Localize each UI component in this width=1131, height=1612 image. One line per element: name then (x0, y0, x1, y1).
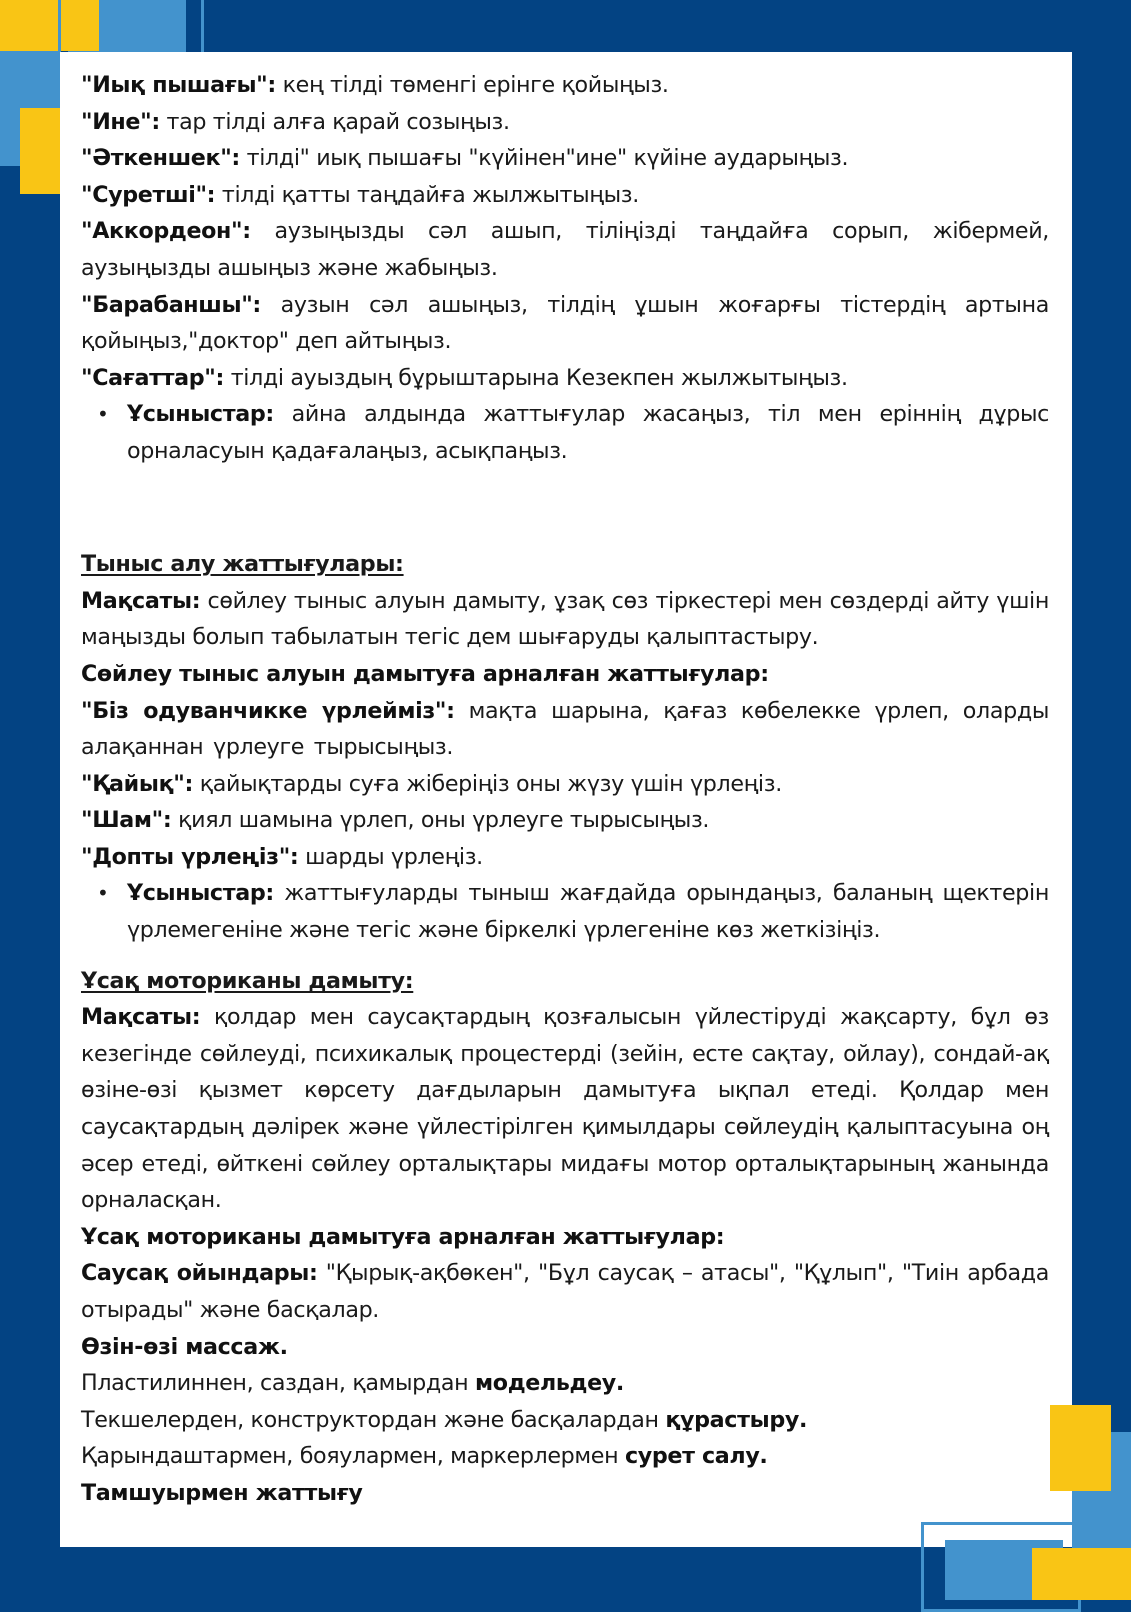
drawing-text: Қарындаштармен, бояулармен, маркерлермен (81, 1443, 625, 1470)
spacer (81, 470, 1049, 507)
breathing-section (81, 546, 1049, 949)
exercise-item (81, 140, 1049, 177)
exercise-term: "Аккордеон": (81, 218, 251, 245)
bullet-icon: • (97, 402, 109, 427)
exercise-term: "Барабаншы": (81, 291, 261, 318)
recommendation-text: айна алдында жаттығулар жасаңыз, тіл мен еріннің дұрыс орналасуын қадағалаңыз, асықпаңыз. (127, 401, 1049, 464)
exercise-item (81, 693, 1049, 766)
section-heading: Ұсақ моториканы дамыту: (81, 967, 414, 994)
exercise-item (81, 839, 1049, 876)
exercise-item (81, 104, 1049, 141)
recommendations-list (81, 875, 1049, 948)
exercises-heading: Сөйлеу тыныс алуын дамытуға арналған жаттығулар: (81, 660, 769, 687)
goal-text: сөйлеу тыныс алуын дамыту, ұзақ сөз тіркестері мен сөздерді айту үшін маңызды болып табылатын тегіс дем шығаруды қалыптастыру. (81, 587, 1049, 651)
recommendation-item (97, 396, 1049, 469)
exercise-item (81, 766, 1049, 803)
exercise-term: "Иық пышағы": (81, 72, 276, 98)
building-label: құрастыру. (665, 1406, 808, 1433)
modeling-text: Пластилиннен, саздан, қамырдан (81, 1370, 476, 1397)
goal-paragraph (81, 583, 1049, 656)
exercise-text: кең тілді төменгі ерінге қойыңыз. (275, 72, 669, 98)
exercise-item (81, 287, 1049, 360)
exercise-text: шарды үрлеңіз. (298, 843, 483, 870)
drawing-label: сурет салу. (624, 1443, 768, 1470)
building-item (81, 1402, 1049, 1439)
decor-square-yellow-br (1050, 1405, 1111, 1491)
recommendation-label: Ұсыныстар: (127, 401, 274, 428)
goal-label: Мақсаты: (81, 1004, 201, 1031)
exercise-item (81, 177, 1049, 214)
exercise-term: "Қайық": (81, 770, 194, 797)
goal-label: Мақсаты: (81, 587, 201, 614)
exercise-term: "Әткеншек": (81, 145, 240, 172)
fine-motor-section (81, 963, 1049, 1512)
modeling-label: модельдеу. (475, 1370, 625, 1397)
exercise-item (81, 67, 1049, 104)
exercise-text: аузын сәл ашыңыз, тілдің ұшын жоғарғы тістердің артына қойыңыз,"доктор" деп айтыңыз. (81, 291, 1049, 355)
exercise-text: тілді ауыздың бұрыштарына Кезекпен жылжытыңыз. (224, 364, 848, 391)
articulation-section (81, 67, 1049, 470)
exercise-term: "Допты үрлеңіз": (81, 843, 299, 870)
building-text: Текшелерден, конструктордан және басқалардан (81, 1406, 666, 1433)
spacer (81, 949, 1049, 963)
pipette-exercise: Тамшуырмен жаттығу (81, 1479, 363, 1506)
exercise-text: тілді қатты таңдайға жылжытыңыз. (215, 181, 639, 208)
bullet-icon: • (97, 881, 109, 906)
exercise-text: аузыңызды сәл ашып, тіліңізді таңдайға сорып, жібермей, аузыңызды ашыңыз және жабыңыз. (81, 218, 1049, 281)
exercises-heading: Ұсақ моториканы дамытуға арналған жаттығулар: (81, 1223, 725, 1250)
drawing-item (81, 1438, 1049, 1475)
recommendation-label: Ұсыныстар: (127, 880, 274, 907)
exercise-item (81, 802, 1049, 839)
spacer (81, 506, 1049, 546)
goal-text: қолдар мен саусақтардың қозғалысын үйлестіруді жақсарту, бұл өз кезегінде сөйлеуді, психикалық процестерді (зейін, есте сақтау, ойлау), сондай-ақ өзіне-өзі қызмет көрсету дағдыларын дамытуға ықпал етеді. Қолдар мен саусақтардың дәлірек және үйлестірілген қимылдары сөйлеудің қалыптасуына оң әсер етеді, өйткені сөйлеу орталықтары мидағы мотор орталықтарының жанында орналасқан. (81, 1004, 1049, 1214)
goal-paragraph (81, 999, 1049, 1219)
exercise-text: тілді" иық пышағы "күйінен"ине" күйіне аударыңыз. (239, 145, 849, 172)
exercise-term: "Біз одуванчикке үрлейміз": (81, 697, 455, 724)
exercise-term: "Сағаттар": (81, 364, 224, 391)
exercise-text: тар тілді алға қарай созыңыз. (159, 108, 510, 135)
document-body (81, 67, 1049, 1512)
recommendations-list (81, 396, 1049, 469)
finger-games (81, 1255, 1049, 1328)
exercise-text: қайықтарды суға жіберіңіз оны жүзу үшін үрлеңіз. (193, 770, 782, 797)
exercise-term: "Ине": (81, 108, 160, 135)
exercise-item (81, 213, 1049, 286)
self-massage: Өзін-өзі массаж. (81, 1333, 288, 1360)
section-heading: Тыныс алу жаттығулары: (81, 551, 404, 578)
exercise-item (81, 360, 1049, 397)
exercise-text: қиял шамына үрлеп, оны үрлеуге тырысыңыз. (171, 807, 710, 834)
recommendation-item (97, 875, 1049, 948)
finger-games-text: "Қырық-ақбөкен", "Бұл саусақ – атасы", "Құлып", "Тиін арбада отырады" және басқалар. (81, 1260, 1050, 1323)
exercise-term: "Шам": (81, 807, 172, 834)
decor-square-yellow-br-2 (1032, 1548, 1131, 1600)
recommendation-text: жаттығуларды тыныш жағдайда орындаңыз, баланың щектерін үрлемегеніне және тегіс және біркелкі үрлегеніне көз жеткізіңіз. (127, 880, 1049, 944)
modeling-item (81, 1365, 1049, 1402)
finger-games-label: Саусақ ойындары: (81, 1260, 318, 1287)
exercise-text: мақта шарына, қағаз көбелекке үрлеп, оларды алақаннан үрлеуге тырысыңыз. (81, 697, 1049, 761)
exercise-term: "Суретші": (81, 181, 216, 208)
